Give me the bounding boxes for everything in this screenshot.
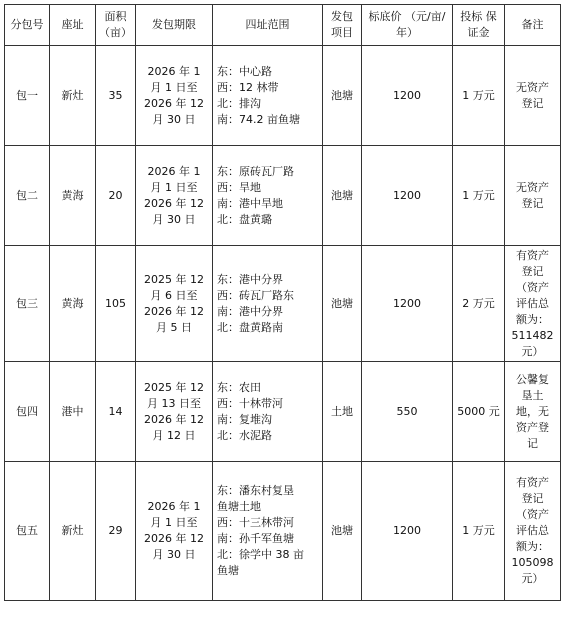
period-cell: 2026 年 1 月 1 日至 2026 年 12 月 30 日 bbox=[136, 46, 213, 146]
boundaries-cell: 东：港中分界 西：砖瓦厂路东 南：港中分界 北：盘黄路南 bbox=[213, 246, 323, 362]
remarks-cell: 无资产 登记 bbox=[505, 46, 561, 146]
boundaries-cell: 东：农田 西：十林带河 南：复堆沟 北：水泥路 bbox=[213, 362, 323, 462]
table-row bbox=[5, 362, 561, 462]
area-cell: 20 bbox=[96, 146, 136, 246]
lot-no-cell: 包五 bbox=[5, 462, 50, 601]
lot-no-cell: 包二 bbox=[5, 146, 50, 246]
period-cell: 2026 年 1 月 1 日至 2026 年 12 月 30 日 bbox=[136, 462, 213, 601]
area-cell: 14 bbox=[96, 362, 136, 462]
remarks-cell: 有资产 登记 （资产 评估总 额为： 511482 元） bbox=[505, 246, 561, 362]
header-area: 面积 （亩） bbox=[96, 5, 136, 46]
period-cell: 2025 年 12 月 13 日至 2026 年 12 月 12 日 bbox=[136, 362, 213, 462]
base-price-cell: 1200 bbox=[362, 462, 453, 601]
remarks-cell: 公馨复 垦土 地，无 资产登 记 bbox=[505, 362, 561, 462]
location-cell: 港中 bbox=[50, 362, 96, 462]
table-row bbox=[5, 462, 561, 601]
header-deposit: 投标 保证金 bbox=[453, 5, 505, 46]
header-base-price: 标底价 （元/亩/年） bbox=[362, 5, 453, 46]
location-cell: 新灶 bbox=[50, 46, 96, 146]
item-cell: 土地 bbox=[323, 362, 362, 462]
header-lot-no: 分包号 bbox=[5, 5, 50, 46]
deposit-cell: 1 万元 bbox=[453, 146, 505, 246]
base-price-cell: 1200 bbox=[362, 46, 453, 146]
base-price-cell: 1200 bbox=[362, 246, 453, 362]
item-cell: 池塘 bbox=[323, 246, 362, 362]
location-cell: 新灶 bbox=[50, 462, 96, 601]
lot-no-cell: 包三 bbox=[5, 246, 50, 362]
header-item: 发包 项目 bbox=[323, 5, 362, 46]
header-remarks: 备注 bbox=[505, 5, 561, 46]
period-cell: 2026 年 1 月 1 日至 2026 年 12 月 30 日 bbox=[136, 146, 213, 246]
deposit-cell: 1 万元 bbox=[453, 46, 505, 146]
header-row bbox=[5, 5, 561, 46]
header-boundaries: 四址范围 bbox=[213, 5, 323, 46]
bid-lots-table bbox=[4, 4, 561, 601]
deposit-cell: 1 万元 bbox=[453, 462, 505, 601]
table-row bbox=[5, 146, 561, 246]
area-cell: 35 bbox=[96, 46, 136, 146]
boundaries-cell: 东：中心路 西：12 林带 北：排沟 南：74.2 亩鱼塘 bbox=[213, 46, 323, 146]
header-location: 座址 bbox=[50, 5, 96, 46]
table-row bbox=[5, 46, 561, 146]
deposit-cell: 5000 元 bbox=[453, 362, 505, 462]
item-cell: 池塘 bbox=[323, 146, 362, 246]
base-price-cell: 1200 bbox=[362, 146, 453, 246]
location-cell: 黄海 bbox=[50, 246, 96, 362]
lot-no-cell: 包一 bbox=[5, 46, 50, 146]
location-cell: 黄海 bbox=[50, 146, 96, 246]
lot-no-cell: 包四 bbox=[5, 362, 50, 462]
item-cell: 池塘 bbox=[323, 46, 362, 146]
item-cell: 池塘 bbox=[323, 462, 362, 601]
area-cell: 105 bbox=[96, 246, 136, 362]
boundaries-cell: 东：潘东村复垦 鱼塘土地 西：十三林带河 南：孙千军鱼塘 北：徐学中 38 亩 鱼塘 bbox=[213, 462, 323, 601]
base-price-cell: 550 bbox=[362, 362, 453, 462]
remarks-cell: 有资产 登记 （资产 评估总 额为： 105098 元） bbox=[505, 462, 561, 601]
deposit-cell: 2 万元 bbox=[453, 246, 505, 362]
boundaries-cell: 东：原砖瓦厂路 西：旱地 南：港中旱地 北：盘黄璐 bbox=[213, 146, 323, 246]
area-cell: 29 bbox=[96, 462, 136, 601]
table-row bbox=[5, 246, 561, 362]
period-cell: 2025 年 12 月 6 日至 2026 年 12 月 5 日 bbox=[136, 246, 213, 362]
header-period: 发包期限 bbox=[136, 5, 213, 46]
remarks-cell: 无资产 登记 bbox=[505, 146, 561, 246]
